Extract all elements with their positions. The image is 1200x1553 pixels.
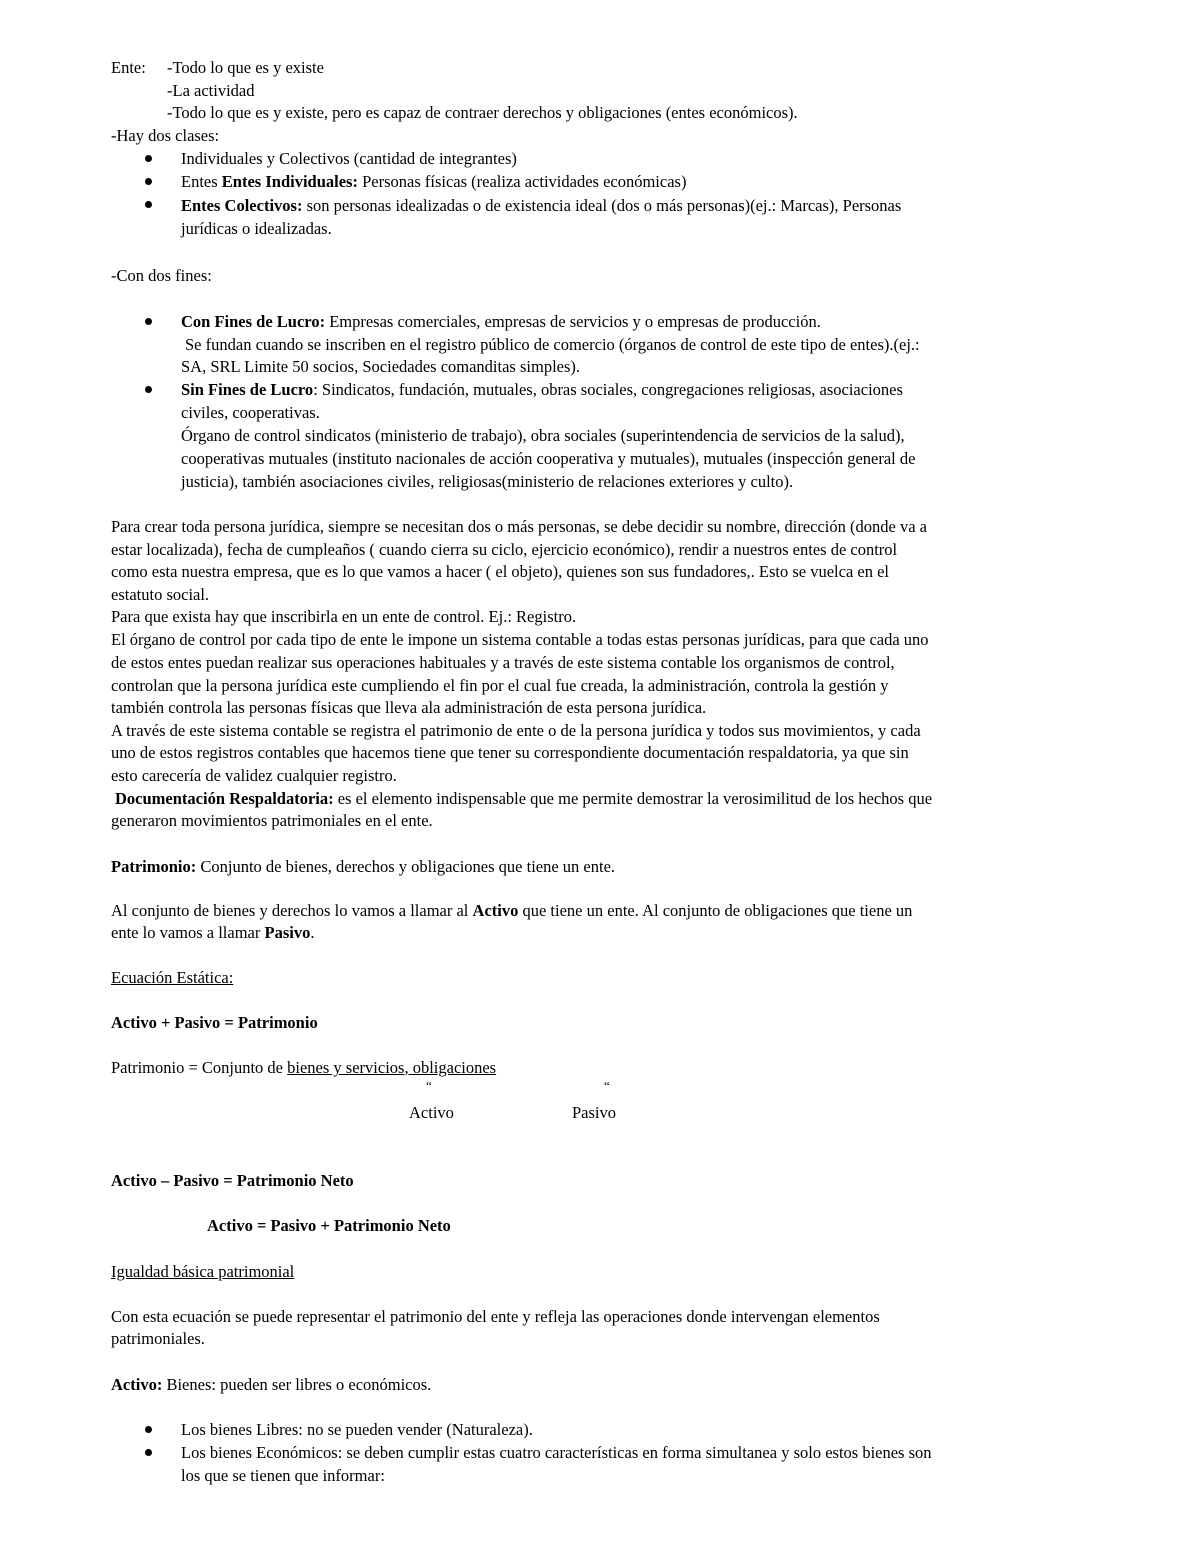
- fines-lucro-line-1: Empresas comerciales, empresas de servicios y o empresas de producción.: [325, 312, 821, 331]
- bienes-servicios: bienes y servicios: [287, 1058, 405, 1077]
- ente-def-3: -Todo lo que es y existe, pero es capaz de contraer derechos y obligaciones (entes económicos).: [167, 103, 798, 122]
- fines-sin-line-3: Órgano de control sindicatos (ministerio de trabajo), obra sociales (superintendencia de servicios de la salud),: [181, 426, 905, 445]
- label-pasivo: Pasivo: [572, 1103, 617, 1122]
- pasivo-def-a: ente lo vamos a llamar: [111, 923, 265, 942]
- persona-line-5: Para que exista hay que inscribirla en un ente de control. Ej.: Registro.: [111, 607, 577, 626]
- persona-line-12: esto carecería de validez cualquier registro.: [111, 766, 397, 785]
- fines-lucro-line-3: SA, SRL Limite 50 socios, Sociedades comanditas simples).: [181, 357, 581, 376]
- bullet-icon: [145, 178, 152, 185]
- patrimonio-conjunto-a: Patrimonio = Conjunto de: [111, 1058, 288, 1077]
- clases-heading: -Hay dos clases:: [111, 126, 220, 145]
- ente-label: Ente:: [111, 58, 146, 77]
- activo-def: [111, 1375, 431, 1395]
- igualdad-title: Igualdad básica patrimonial: [111, 1262, 295, 1281]
- persona-line-8: controlan que la persona jurídica este cumpliendo el fin por el cual fue creada, la administración, controla la gestión y: [111, 676, 889, 695]
- activo-item-2-line-2: los que se tienen que informar:: [181, 1466, 385, 1485]
- fines-sin: [181, 380, 903, 400]
- activo-bold: Activo:: [111, 1375, 163, 1394]
- bullet-icon: [145, 155, 152, 162]
- clases-item-3-line-1: son personas idealizadas o de existencia ideal (dos o más personas)(ej.: Marcas), Personas: [302, 196, 902, 215]
- documentacion-bold: Documentación Respaldatoria:: [115, 789, 334, 808]
- fines-sin-line-1: : Sindicatos, fundación, mutuales, obras sociales, congregaciones religiosas, asociaciones: [313, 380, 903, 399]
- clases-item-3-bold: Entes Colectivos:: [181, 196, 303, 215]
- ecuacion-explicacion-2: patrimoniales.: [111, 1329, 205, 1348]
- ecuacion-1: Activo + Pasivo = Patrimonio: [111, 1013, 318, 1032]
- pasivo-def-bold: Pasivo: [264, 923, 311, 942]
- persona-line-3: como esta nuestra empresa, que es lo que vamos a hacer ( el objeto), quienes son sus fundadores,. Esto se vuelca en el: [111, 562, 889, 581]
- patrimonio-text: Conjunto de bienes, derechos y obligaciones que tiene un ente.: [196, 857, 616, 876]
- persona-line-11: uno de estos registros contables que hacemos tiene que tener su correspondiente documentación respaldatoria, ya que sin: [111, 743, 909, 762]
- bullet-icon: [145, 386, 152, 393]
- activo-def-bold: Activo: [472, 901, 519, 920]
- persona-line-9: también controla las personas físicas que lleva ala administración de esta persona jurídica.: [111, 698, 707, 717]
- activo-text: Bienes: pueden ser libres o económicos.: [162, 1375, 432, 1394]
- activo-def-line: [111, 901, 912, 921]
- documentacion-line-1: [115, 789, 932, 809]
- bullet-icon: [145, 1449, 152, 1456]
- bullet-icon: [145, 318, 152, 325]
- ecuacion-title: Ecuación Estática:: [111, 968, 234, 987]
- pasivo-def-c: .: [310, 923, 315, 942]
- ecuacion-explicacion-1: Con esta ecuación se puede representar el patrimonio del ente y refleja las operaciones donde intervengan elementos: [111, 1307, 880, 1326]
- documentacion-text: es el elemento indispensable que me permite demostrar la verosimilitud de los hechos que: [333, 789, 933, 808]
- clases-item-1: Individuales y Colectivos (cantidad de integrantes): [181, 149, 517, 168]
- ditto-mark-pasivo: “: [604, 1078, 610, 1093]
- fines-lucro-bold: Con Fines de Lucro:: [181, 312, 326, 331]
- activo-def-c: que tiene un ente. Al conjunto de obligaciones que tiene un: [518, 901, 913, 920]
- fines-sin-line-2: civiles, cooperativas.: [181, 403, 320, 422]
- pasivo-def-line: [111, 923, 314, 943]
- fines-lucro-line-2: Se fundan cuando se inscriben en el registro público de comercio (órganos de control de este tipo de entes).(ej.:: [185, 335, 920, 354]
- bullet-icon: [145, 201, 152, 208]
- clases-item-3: [181, 196, 901, 216]
- patrimonio-conjunto: [111, 1058, 496, 1078]
- fines-heading: -Con dos fines:: [111, 266, 212, 285]
- fines-sin-line-4: cooperativas mutuales (instituto nacionales de acción cooperativa y mutuales), mutuales (inspección general de: [181, 449, 916, 468]
- ecuacion-3: Activo = Pasivo + Patrimonio Neto: [207, 1216, 451, 1235]
- persona-line-6: El órgano de control por cada tipo de ente le impone un sistema contable a todas estas personas jurídicas, para que cada uno: [111, 630, 929, 649]
- bullet-icon: [145, 1426, 152, 1433]
- activo-item-2-line-1: Los bienes Económicos: se deben cumplir estas cuatro características en forma simultanea y solo estos bienes son: [181, 1443, 932, 1462]
- fines-sin-line-5: justicia), también asociaciones civiles, religiosas(ministerio de relaciones exteriores y culto).: [181, 472, 794, 491]
- ente-def-1: -Todo lo que es y existe: [167, 58, 324, 77]
- activo-item-1: Los bienes Libres: no se pueden vender (Naturaleza).: [181, 1420, 533, 1439]
- obligaciones: obligaciones: [412, 1058, 497, 1077]
- ecuacion-2: Activo – Pasivo = Patrimonio Neto: [111, 1171, 354, 1190]
- clases-item-3-line-2: jurídicas o idealizadas.: [181, 219, 332, 238]
- persona-line-2: estar localizada), fecha de cumpleaños ( cuando cierra su ciclo, ejercicio económico), rendir a nuestros entes de control: [111, 540, 898, 559]
- patrimonio-bold: Patrimonio:: [111, 857, 197, 876]
- fines-lucro: [181, 312, 821, 332]
- patrimonio-def: [111, 857, 615, 877]
- clases-item-2-text: Personas físicas (realiza actividades económicas): [357, 172, 687, 191]
- separator: ,: [404, 1058, 413, 1077]
- ente-def-2: -La actividad: [167, 81, 255, 100]
- clases-item-2-bold: Entes Individuales:: [221, 172, 358, 191]
- documentacion-line-2: generaron movimientos patrimoniales en el ente.: [111, 811, 433, 830]
- persona-line-10: A través de este sistema contable se registra el patrimonio de ente o de la persona jurídica y todos sus movimientos, y cada: [111, 721, 921, 740]
- clases-item-2: Entes Entes Individuales: Personas físicas (realiza actividades económicas): [181, 172, 687, 191]
- persona-line-7: de estos entes puedan realizar sus operaciones habituales y a través de este sistema contable los organismos de control,: [111, 653, 895, 672]
- fines-sin-bold: Sin Fines de Lucro: [181, 380, 314, 399]
- activo-def-a: Al conjunto de bienes y derechos lo vamos a llamar al: [111, 901, 473, 920]
- ditto-mark-activo: “: [426, 1078, 432, 1093]
- persona-line-4: estatuto social.: [111, 585, 210, 604]
- persona-line-1: Para crear toda persona jurídica, siempre se necesitan dos o más personas, se debe decidir su nombre, dirección (donde va a: [111, 517, 927, 536]
- label-activo: Activo: [409, 1103, 454, 1122]
